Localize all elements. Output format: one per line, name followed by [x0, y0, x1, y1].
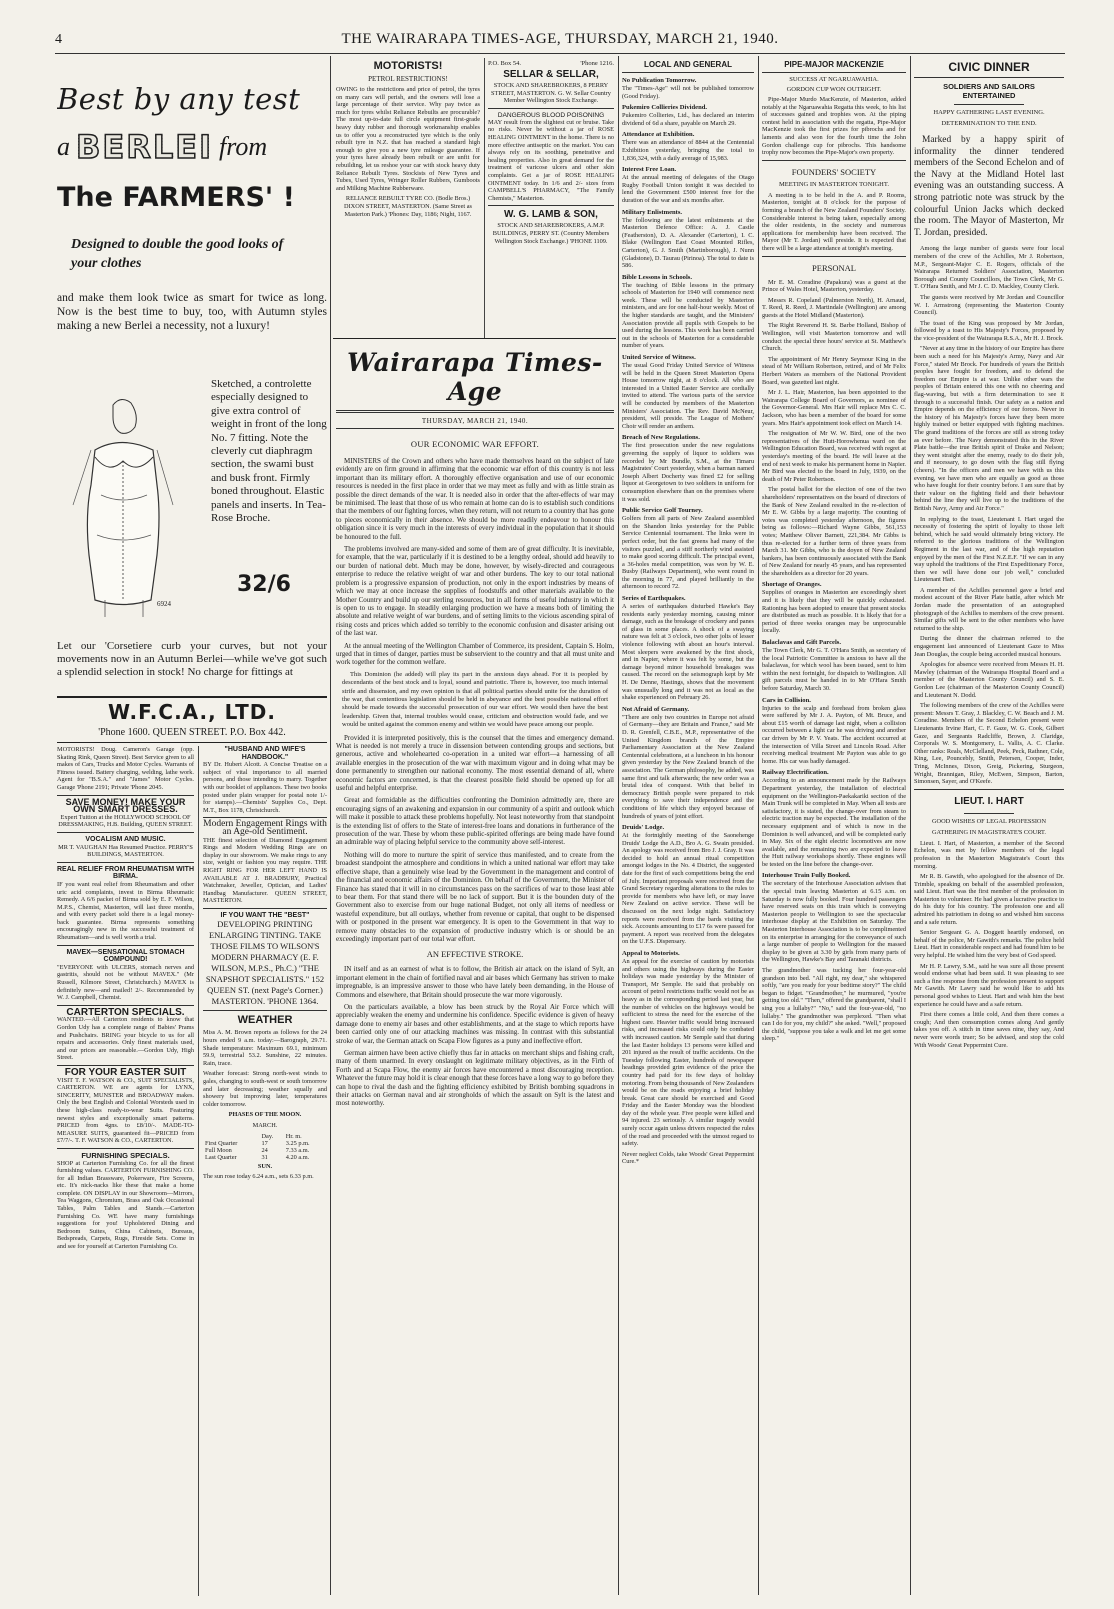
moon-row: Full Moon 24 7.33 a.m. [205, 1146, 310, 1154]
lieut-hart-sub: GATHERING IN MAGISTRATE'S COURT. [932, 828, 1046, 836]
pipe-major-sub: SUCCESS AT NGARUAWAHIA. [789, 76, 879, 83]
classified-text: Expert Tuition at the HOLLYWOOD SCHOOL OF DRESSMAKING, H.B. Building, QUEEN STREET. [58, 813, 193, 829]
editorial-paragraph: Provided it is interpreted positively, this is the counsel that the times and emergency demand. What is needed is not merely a truce in dissension between contending groups and sections, but generous, active and wholehearted co-operation in a united war effort—a harnessing of all available energies in the prosecution of the war with maximum vigour and in doing what may be done permanently to strengthen our national economy. The most essential demand of all, where economic factors are concerned, is that the clearest possible field should be opened up for all useful and helpful enterprise. [336, 733, 614, 793]
lieut-hart-sub: GOOD WISHES OF LEGAL PROFESSION [931, 817, 1047, 825]
editorial-paragraph: The problems involved are many-sided and some of them are of great difficulty. It is inevitable, for example, that the war, particularly if it is destined to be a lengthy ordeal, should add heavily to our burden of national debt. Much may be done, however, by wisely-directed and courageous enterprise to reduce the relative weight of war and other burdens. The key to our total national problem is a progressive expansion of production, not only in the export industries by means of which we may at once increase the supplies of foodstuffs and other materials available to the Mother Country and build up our sterling resources, but in all forms of useful industry in which it is open to us to engage. In steadily enlarging production we have a means both of limiting the absolute and relative weight of war burdens, and of setting limits to the vicious ascending spiral of rising costs and prices which added so terribly to the economic confusion and disaster arising out of the last war. [336, 545, 614, 638]
local-item: Pukemiro Collieries Dividend. Pukemiro Collieries, Ltd., has declared an interim dividend of 6d a share, payable on March 29. [622, 104, 754, 127]
classified-heading: MAVEX—SENSATIONAL STOMACH COMPOUND! [66, 948, 185, 964]
personal-item: Interhouse Train Fully Booked. The secretary of the Interhouse Association advises that the special train leaving Masterton at 6.15 a.m. on Saturday is now fully booked. Four hundred passengers have reserved seats on this train which is conveying Masterton people to Wellington to see the spectacular interhouse display at the Exhibition on Saturday. The Masterton Interhouse Association is to be complimented on its enterprise in arranging for the conveyance of such a large number of people to Wellington for the massed display to be given at 3.30 by girls from many parts of the Wellington, Hawke's Bay and Taranaki districts. [762, 872, 906, 964]
motorists-text: OWING to the restrictions and price of petrol, the tyres on many cars will perish, and the owners will lose a large percentage of their service. Why pay twice as much for tyres whilst Reliance Rebuilts are procurable? The most up-to-date full circle equipment first-grade heavy duty rubber and thorough workmanship enables us to offer you a reconstructed tyre which is the only rebuilt tyre in N.Z. that has reached a standard high enough to give you a new tyre mileage guarantee. If your tyres have already been rebuilt or are unfit for rebuilding, let us reshoe your car with stock heavy duty Reliance Rebuilt Tyres. Stockists of New Tyres and Tubes, Used Tyres, Wringer Roller Rubbers, Gumboots and Milking Machine Rubberware. [336, 86, 480, 192]
classified-heading: CARTERTON SPECIALS. [66, 1006, 185, 1018]
classified-text: THE finest selection of Diamond Engagement Rings and Modern Wedding Rings are on display in our showroom. We make rings to any size, weight or fashion you may require. THE RIGHT RING FOR HER LEFT HAND IS AVAILABLE AT J. BRADBURY, Practical Watchmaker, Jeweller, Optician, and Ladies' Handbag Manufacturer. QUEEN STREET, MASTERTON. [203, 836, 327, 905]
local-item: Interest Free Loan. At the annual meeting of delegates of the Otago Rugby Football Union tonight it was decided to lend the Government £500 interest free for the duration of the war and six months after. [622, 166, 754, 204]
classified-heading: SAVE MONEY! MAKE YOUR OWN SMART DRESSES. [65, 796, 186, 815]
classified-text: DEVELOPING PRINTING ENLARGING TINTING. TAKE THOSE FILMS TO WILSON'S MODERN PHARMACY (E. F. WILSON, M.P.S., Ph.C.) "THE SNAPSHOT SPECIALISTS." 152 QUEEN ST. (next Page's Corner.) MASTERTON. 'PHONE 1364. [205, 919, 325, 1007]
poison-text: MAY result from the slightest cut or bruise. Take no risks. Never be without a jar of ROSE HEALING OINTMENT in the home. There is no more effective antiseptic on the market. You can always rely on its soothing, penetrative and healing properties. Also in great demand for the treatment of varicose ulcers and other skin complaints. Get a jar of ROSE HEALING OINTMENT today. In 1/6 and 2/- sizes from CAMPBELL'S PHARMACY, "The Family Chemists," Masterton. [488, 118, 614, 202]
berlei-firm: W.F.C.A., LTD. [108, 700, 276, 724]
moon-col-header: Day. [261, 1132, 274, 1140]
civic-dinner-heading: CIVIC DINNER [948, 60, 1030, 74]
page-number: 4 [55, 32, 62, 47]
founders-sub: MEETING IN MASTERTON TONIGHT. [779, 180, 889, 188]
motorists-sub: PETROL RESTRICTIONS! [368, 75, 448, 83]
sellar-text: STOCK AND SHAREBROKERS, 8 PERRY STREET, MASTERTON. G. W. Sellar Country Member Wellington Stock Exchange. [491, 82, 611, 105]
weather-report: Miss A. M. Brown reports as follows for the 24 hours ended 9 a.m. today:—Barograph, 29.71. Shade temperature: Maximum 69.1, minimum 59.9, terrestrial 53.2. Sunshine, 22 minutes. Rain, trace. [203, 1029, 327, 1067]
column-divider [910, 56, 911, 1595]
civic-paragraph: "Never at any time in the history of our Empire has there been such a need for his Majesty's Army, Navy and Air Force," stated Mr Brock. For hundreds of years the British peoples have fought for freedom, and to defend the freedom our Empire is at war. Unlike other wars the peoples of Britain entered this one with no cheering and flag-waving, but with a firm determination to see it through to a successful finish. Our safety as a nation and Empire depends on the efficiency of our forces. Never in the history of his Majesty's forces have they been more highly trained or better equipped with fighting machines. The grand traditions of the forces are still as strong today as ever before. The Navy demonstrated this in the River Plate battle—the true British spirit of Drake and Nelson; they went straight after the enemy, ready to do their job, and if necessary, to go down with the flag still flying (cheers). "In the officers and men we have with us this evening, we have men who are equally as good as those who have fought for their country before. I am sure that by their valour on the fighting field and their behaviour behind the line they will live up to the traditions of the British Navy, Army and Air Force." [914, 345, 1064, 512]
local-item: Military Enlistments. The following are the latest enlistments at the Masterton Defence Office: A. J. Castle (Featherston), D. A. Alexander (Carterton), I. C. Blake (Wellington East Coast Mounted Rifles, Carterton), G. J. Smith (Martinborough), J. Nunn (Gladstone), D. Taurau (Pirinoa). The total to date is 586. [622, 208, 754, 270]
civic-paragraph: The guests were received by Mr Jordan and Councillor W. I. Armstrong (representing the Masterton County Council). [914, 293, 1064, 317]
civic-dinner-body [914, 245, 1064, 785]
rule [333, 338, 616, 339]
weather-heading: WEATHER [237, 1014, 293, 1027]
sun-text: The sun rose today 6.24 a.m., sets 6.33 p.m. [203, 1173, 314, 1181]
column-divider [618, 56, 619, 1595]
local-item: Attendance at Exhibition. There was an attendance of 8844 at the Centennial Exhibition yesterday, bringing the total to 1,836,324, with a daily average of 15,983. [622, 131, 754, 162]
classified-ad [57, 1006, 194, 1062]
lamb-text: STOCK AND SHAREBROKERS, A.M.P. BUILDINGS, PERRY ST. (Country Members Wellington Stock Exchange.) 'PHONE 1109. [492, 222, 610, 245]
local-item: Breach of New Regulations. The first prosecution under the new regulations governing the supply of liquor to soldiers was recorded by Mr Bundle, S.M., at the Timaru Magistrates' Court yesterday, when a barman named Joseph Albert Docherty was fined £2 for selling liquor at Georgetown to two soldiers in uniform for consumption elsewhere than on the premises where it was sold. [622, 434, 754, 503]
classified-ad [57, 746, 194, 792]
editorial-paragraph: On the particulars available, a blow has been struck by the Royal Air Force which will appreciably weaken the enemy and undermine his confidence. Specific evidence is given of heavy damage done to enemy air bases and other establishments, and at the stage to which reports have been carried only one of our attacking machines was missing. In contrast with this substantial stroke of war, the German attack on Scapa Flow figures as a puny and ineffective effort. [336, 1002, 614, 1045]
moon-row: First Quarter 17 3.25 p.m. [205, 1139, 310, 1147]
moon-col-header: Hr. m. [285, 1132, 302, 1140]
news-column-4 [762, 60, 906, 1606]
editorial-body [336, 457, 614, 943]
classified-text: MR T. VAUGHAN Has Resumed Practice. PERRY'S BUILDINGS, MASTERTON. [58, 843, 193, 859]
news-column-5 [914, 60, 1064, 1606]
sellar-header [488, 60, 614, 67]
civic-dinner-sub: DETERMINATION TO THE END. [941, 120, 1037, 127]
editorial-paragraph: IN itself and as an earnest of what is to follow, the British air attack on the island of Sylt, an important element in the chain of fortified naval and air bases which Germany has striven to make impregnable, is an impressive answer to those who have lately been demanding, in the House of Commons and elsewhere, that Britain should prosecute the war more vigorously. [336, 965, 614, 999]
classified-heading: "HUSBAND AND WIFE'S HANDBOOK." [224, 746, 306, 761]
classified-text: BY Dr. Hubert Alcott. A Concise Treatise on a subject of vital importance to all married persons, and those intending to marry. Together with our booklet of appliances. These two books posted under plain wrapper for postal note 1/- for stamps).—Chemists' Supplies Co., Dept. M.T., Box 1178, Christchurch. [203, 761, 327, 814]
motorists-firm: RELIANCE REBUILT TYRE CO. (Bodle Bros.) DIXON STREET, MASTERTON. (Same Street as Masterton Park.) 'Phones: Day, 1186; Night, 1167. [344, 195, 472, 218]
berlei-footer [57, 700, 327, 740]
personal-paragraph: Mr J. L. Hair, Masterton, has been appointed to the Wairarapa College Board of Governors, as nominee of the Governor-General. Mrs Hair will replace Mrs C. C. Jackson, who has been a member of the board for some years. Mrs Hair's appointment took effect on March 14. [762, 389, 906, 427]
classified-ad [57, 796, 194, 829]
civic-dinner-lead: Marked by a happy spirit of informality the dinner tendered members of the Second Echelon and of the Navy at the Midland Hotel last evening was an outstanding success. A strong patriotic note was struck by the colourful Union Jacks which decked the room. The Mayor of Masterton, Mr T. Jordan, presided. [914, 135, 1064, 238]
classified-ad [57, 949, 194, 1002]
civic-paragraph: A member of the Achilles personnel gave a brief and modest account of the River Plate battle, after which Mr Jordan made the presentation of an autographed photograph of the Achilles to members of the crew present. Similar gifts will be sent to the other members who have returned to the ship. [914, 586, 1064, 632]
classified-ad [57, 1066, 194, 1145]
lieut-hart-heading: LIEUT. I. HART [954, 795, 1024, 807]
berlei-body: and make them look twice as smart for twice as long. Now is the best time to buy, too, with Autumn styles making a new Berlei a necessity, not a luxury! [57, 292, 327, 332]
classifieds-left [57, 746, 194, 1601]
moon-heading: PHASES OF THE MOON. [228, 1111, 302, 1119]
local-general [622, 60, 754, 1606]
weather-section [203, 1014, 327, 1180]
civic-paragraph: Apologies for absence were received from Messrs H. H. Mawley (chairman of the Wairarapa Hospital Board and a member of the Masterton County Council) and S. E. Gordon Lee (chairman of the Masterton County Council) and Lieutenant N. Dodd. [914, 661, 1064, 699]
sellar-name: SELLAR & SELLAR, [503, 69, 599, 80]
classified-text: MOTORISTS! Doug. Cameron's Garage (opp. Skating Rink, Queen Street). Best Service given to all makes of Cars, Trucks and Motor Cycles. Warrants of Fitness issued. Battery charging, welding, lathe work. Agent for "B.S.A." and "James" Motor Cycles. Garage 'Phone 2191; Private 'Phone 2045. [57, 746, 194, 791]
civic-paragraph: During the dinner the chairman referred to the engagement last announced of Lieutenant Gaze to Miss Jean Douglas, the couple being accorded musical honours. [914, 635, 1064, 658]
personal-paragraph: The postal ballot for the election of one of the two shareholders' representatives on the board of directors of the Bank of New Zealand resulted in the re-election of Mr E. W. Gibbs by a large majority. The counting of votes was completed yesterday afternoon, the figures being as follows:—Richard Wayne Gibbs, 561,153 votes; Matthew Oliver Barnett, 221,384. Mr Gibbs is thus re-elected for a further term of three years from March 31. Mr Gibbs, who is the doyen of New Zealand bankers, has been continuously associated with the Bank of New Zealand for nearly 45 years, and has represented the shareholders as a director for 20 years. [762, 486, 906, 577]
brokers-column [488, 60, 614, 338]
local-item: No Publication Tomorrow. The "Times-Age" will not be published tomorrow (Good Friday). [622, 77, 754, 100]
editorial-paragraph: This Dominion (he added) will play its part in the anxious days ahead. For it is peopled by descendants of the best stock and is loyal, sound and patriotic. There is, however, too much internal strife and dissension, and my own opinion is that all political parties should unite for the duration of the war, that contentious legislation should be held in abeyance and the best possible national effort should be made towards the successful prosecution of our war effort. We would then have the best leadership. Given that, internal troubles would cease, criticism and obstruction would fade, and we would be united against the common enemy and within we would have peace among our people. [342, 670, 608, 729]
civic-paragraph: The following members of the crew of the Achilles were present: Messrs T. Gray, J. Blackley, C. W. Beach and J. M. Coradine. Members of the Second Echelon present were Lieutenants Irvine Hart, C. F. Gaze, W. G. Cook, Gilbert Gaze, and Sergeants Radcliffe, Brown, J. Claridge, Corporals W. S. Montgomery, L. Vallis, A. C. Clarke. Other ranks: Reals, McClelland, Peek, Peck, Rathner, Cole, King, Lee, Pouncebly, Smith, Petersen, Cooper, Inder, Tring, McInnes, Dixon, Greig, Pickering, Sturgeon, Wright, Brannigan, Riley, McEwen, Simpson, Barton, Simonsen, Sayer, and O'Keefe. [914, 702, 1064, 786]
editorial-heading: OUR ECONOMIC WAR EFFORT. [410, 439, 540, 449]
personal-item: The grandmother was tucking her four-year-old grandson into bed. "All right, my dear," she whispered softly, "are you ready for your bedtime story?" The child began to fidget. "Grandmother," he murmured, "you're getting too old." "Then," offered the grandparent, "shall I sing you a lullaby?" "No," said the four-year-old, "no lullaby." The grandmother was perplexed. "Then what can I do for you, my child?" she asked. "Well," proposed the child, "suppose you take a walk and let me get some sleep." [762, 967, 906, 1043]
lieut-hart-paragraph: Mr H. P. Lawry, S.M., said he was sure all those present would endorse what had been said. It was pleasing to see such a fine response from the profession present to support Mr Gawith. Mr Lawry said he would like to add his personal good wishes to Lieut. Hart and wish him the best experience he could have and a safe return. [914, 962, 1064, 1008]
weather-forecast: Weather forecast: Strong north-west winds to gales, changing to south-west or south tomorrow and later decreasing; weather squally and showery but improving later, temperatures colder tomorrow. [203, 1070, 327, 1108]
editorial-body-2 [336, 965, 614, 1108]
classified-text: VISIT T. F. WATSON & CO., SUIT SPECIALISTS, CARTERTON. WE are agents for LYNX, SINCERITY, MUNSTER and BROADWAY makes. Only the best English and Colonial Worsteds used in these high-class ready-to-wear Suits. Featuring newest styles and exceptionally smart patterns. PRICED from 4gns. to £8/10/-. MADE-TO-MEASURE SUITS, guaranteed fit—PRICED from £7/7/-. T. F. WATSON & CO., CARTERTON. [57, 1076, 194, 1145]
berlei-contact: 'Phone 1600. QUEEN STREET. P.O. Box 442. [98, 727, 286, 738]
editorial-paragraph: Great and formidable as the difficulties confronting the Dominion admittedly are, there are encouraging signs of an awakening and expansion in our community of a spirit and outlook which will make it possible to attack these problems hopefully. Not least noteworthy from that standpoint is the extending list of offers to the State of interest-free loans and donations in furtherance of the prosecution of the war. These by whom these public-spirited offerings are being made have found an admirable way of placing helpful service to the community above self-interest. [336, 796, 614, 847]
berlei-brand-line [57, 128, 327, 166]
editorial-paragraph: German airmen have been active chiefly thus far in attacks on merchant ships and fishing craft, many of them unarmed. In every onslaught on legitimate military objectives, as in the Firth of Forth and at Scapa Flow, the enemy air forces have encountered a most discouraging reception. Whatever the future may hold it is clear enough that these forces have a long way to go before they can hope to rival the dash and the fighting efficiency exhibited by British bombing squadrons in their attacks on German naval and air strongholds of which the assault on Sylt is the latest and most noteworthy. [336, 1049, 614, 1108]
local-item: Series of Earthquakes. A series of earthquakes disturbed Hawke's Bay residents early yesterday morning, causing minor damage, such as the breakage of crockery and panes of glass in some places. A shock of a swaying nature was felt at 3 o'clock, two other jolts of lesser violence following with about an hour's interval. Most sleepers were awakened by the first shock, and in Napier, where it was felt by some, but the damage beyond minor household breakages was caused. The record on the seismograph kept by Mr H. De Denne, Hastings, shows that the movement was unusually long and it was not as local as the shake experienced on February 26. [622, 595, 754, 702]
berlei-closing: Let our 'Corsetiere curb your curves, but not your movements now in an Autumn Berlei—while we've got such a splendid selection in stock! No charge for fittings at [57, 640, 327, 679]
classified-text: SHOP at Carterton Furnishing Co. for all the finest furnishing values. CARTERTON FURNISHING CO. for all Indian Brassware, Pokerware, Fire Screens, etc. It's nick-nacks like these that make a home complete. ON DISPLAY in our Showroom—Mirrors, Tea Waggons, Chromium, Brass and Oak Occasional Tables, Palm Tables and Stands.—Carterton Furnishing Co. WE have many furnishings suggestions for you! Upholstered Dining and Bedroom Suites, China Cabinets, Bureaus, Bedspreads, Carpets, Rugs, Fireside Sets. Come in and see for yourself at Carterton Furnishing Co. [57, 1159, 194, 1251]
editorial [336, 344, 614, 1606]
local-item: Public Service Golf Tourney. Golfers from all parts of New Zealand assembled on the Shandon links yesterday for the Public Service Centennial tournament. The links were in perfect order, but the fast greens had many of the visitors puzzled, and a stiff northerly wind assisted to make good scoring difficult. The principal event, a 36-holes medal competition, was won by W. E. Busby (Railways Department), who went round in the morning in 77, and played brilliantly in the afternoon to record 72. [622, 507, 754, 591]
founders-text: A meeting is to be held in the A. and P. Rooms, Masterton, tonight at 8 o'clock for the purpose of forming a branch of the New Zealand Founders' Society. Considerable interest is being taken, especially among the older residents, in the society and numerous applications for membership have been received. The Mayor (Mr T. Jordan) will preside. It is expected that there will be a large attendance at tonight's meeting. [762, 191, 906, 252]
classified-heading: IF YOU WANT THE "BEST" [220, 911, 310, 919]
berlei-price: 32/6 [237, 572, 291, 597]
editorial-paragraph: At the annual meeting of the Wellington Chamber of Commerce, its president, Captain S. Holm, urged that in times of danger, parties must be subservient to the country and that all must unite and work together for the common welfare. [336, 641, 614, 667]
motorists-heading: MOTORISTS! [373, 60, 443, 72]
classified-ad [57, 1152, 194, 1251]
local-item: United Service of Witness. The usual Good Friday United Service of Witness will be held in the Queen Street Masterton Opera House tomorrow night, at 8 o'clock. All who are interested in a United Easter Service are cordially invited to attend. The various parts of the service will be conducted by members of the Masterton Ministers' Association. The Rev. David McNeur, president, will preside. The League of Mothers' Choir will render an anthem. [622, 354, 754, 430]
sellar-po: P.O. Box 54. [488, 60, 522, 67]
classified-text: WANTED.—All Carterton residents to know that Gordon Udy has a complete range of Babies' Prams and Pushchairs. BRING your bicycle to us for all repairs and accessories. Only finest materials used, and our prices are reasonable.—Gordon Udy, High Street. [57, 1016, 194, 1062]
editorial-heading-2: AN EFFECTIVE STROKE. [426, 949, 524, 960]
berlei-sketch-text: Sketched, a controlette especially designed to give extra control of weight in front of the long No. 7 fitting. Note the cleverly cut diaphragm section, the swami bust and busk front. Firmly boned throughout. Elastic panels and inserts. In Tea-Rose Broche. [211, 378, 327, 525]
column-divider [330, 56, 331, 1595]
personal-paragraph: The resignation of Mr W. W. Bird, one of the two representatives of the Hutt-Horowhenua ward on the Wellington Education Board, was received with regret at yesterday's meeting of the board. He will leave at the end of next week to make his permanent home in Napier. Mr Bird was elected to the board in July, 1939, on the death of Mr Peter Robertson. [762, 430, 906, 483]
personal-paragraph: Messrs R. Copeland (Palmerston North), H. Arnaud, T. Reed, R. Reed, J. Martindale (Wellington) are among guests at the Hotel Midland (Masterton). [762, 296, 906, 319]
lieut-hart-body [914, 840, 1064, 1049]
corset-sketch [61, 395, 189, 620]
classified-ad [57, 866, 194, 942]
lieut-hart-paragraph: Mr R. B. Gawith, who apologised for the absence of Dr. Trimble, speaking on behalf of the assembled profession, said Lieut. Hart was the first member of the profession in Masterton to volunteer. He had given a lucrative practice to do his duty for his country. The profession one and all admired his patriotism in doing so and wished him success and a safe return. [914, 873, 1064, 926]
lieut-hart-paragraph: Senior Sergeant G. A. Doggett heartily endorsed, on behalf of the police, Mr Gawith's remarks. The police held Lieut. Hart in considerable respect and had found him to be very helpful. He wished him the very best of God speed. [914, 929, 1064, 960]
berlei-tagline: Designed to double the good looks of your clothes [71, 237, 284, 271]
editorial-paragraph: MINISTERS of the Crown and others who have made themselves heard on the subject of late evidently are on firm ground in affirming that the economic war effort of this country is not less important than its military effort. A thoroughly effective organisation and use of our economic resources is needed in the first place in order that we may meet as fully and with as little strain as possible the direct demands of the war. It is needed also in order that the after-effects of war may be minimised. The least that those of us who remain at home can do is to establish such conditions that the members of our fighting forces, when they return, will not return to a country that has gone to pieces economically in their absence. We should be more readily endeavour to honour this obligation since it is very much in the interests of every individual in the population that it should be honoured to the full. [336, 457, 614, 541]
civic-dinner-sub: SOLDIERS AND SAILORS ENTERTAINED [943, 82, 1035, 100]
local-item: Not Afraid of Germany. "There are only two countries in Europe not afraid of Germany—they are Britain and France," said Mr D. R. Grenfell, C.B.E., M.P., representative of the United Kingdom branch of the Empire Parliamentary Association at the New Zealand Centennial celebrations, at a luncheon in his honour given yesterday by the New Zealand branch of the association. The German philosophy, he added, was same first and talk afterwards; the new order was a brutal idea of conquest. With that belief in democracy British people were prepared to risk everything to save their independence and the conditions of life which they enjoyed because of hundreds of years of joint effort. [622, 705, 754, 820]
masthead [55, 30, 1065, 52]
local-item: Druids' Lodge. At the fortnightly meeting of the Saonehenge Druids' Lodge the A.D., Bro A. G. Swain presided. An apology was received from Bro J. J. Gray. It was decided to hold an annual ritual competition amongst lodges in the No. 4 District, the suggested date for the first of such competitions being the end of July. Important proposals were received from the Grand Secretary regarding alterations to the rules to provide for members who have left, or may leave New Zealand on active service. These will be discussed on the next lodge night. Satisfactory reports were received from the bards visiting the sick. Accounts amounting to £17 6s were passed for payment. A report was received from the delegates on the U.F.S. Dispensary. [622, 824, 754, 946]
lieut-hart-paragraph: First there comes a little cold, And then there comes a cough; And then consumption comes along And gently takes you off. A stitch in time saves nine, they say, And never were words truer; So be advised, and stop the cold With Woods' Great Peppermint Cure. [914, 1011, 1064, 1049]
berlei-script-from: from [219, 132, 268, 161]
moon-row: Last Quarter 31 4.20 a.m. [205, 1153, 310, 1161]
classifieds-right [203, 746, 327, 1601]
poison-heading: DANGEROUS BLOOD POISONING [497, 111, 605, 119]
local-item: Never neglect Colds, take Woods' Great Peppermint Cure.* [622, 1150, 754, 1166]
classified-heading: FOR YOUR EASTER SUIT [64, 1066, 187, 1078]
masthead-title: THE WAIRARAPA TIMES-AGE, THURSDAY, MARCH 21, 1940. [341, 31, 779, 47]
berlei-ad [57, 60, 327, 698]
column-divider [758, 56, 759, 1595]
berlei-script-line: Best by any test [57, 82, 301, 116]
personal-heading: PERSONAL [812, 262, 856, 273]
classified-heading: VOCALISM AND MUSIC. [85, 835, 166, 843]
classified-ad [203, 821, 327, 905]
personal-paragraph: The Right Reverend H. St. Barbe Holland, Bishop of Wellington, will visit Masterton tomorrow and will conduct the special three hours' service at St. Matthew's Church. [762, 322, 906, 353]
rule [57, 742, 327, 743]
column-divider [484, 58, 485, 338]
moon-table [203, 1133, 327, 1161]
civic-dinner-sub: HAPPY GATHERING LAST EVENING. [933, 109, 1045, 116]
masthead-rule [55, 53, 1065, 54]
personal-paragraph: The appointment of Mr Henry Seymour King in the stead of Mr William Robertson, retired, and of Mr Felix Herbert Waters as members of the National Provident Board, was gazetted last night. [762, 355, 906, 386]
moon-month: MARCH. [252, 1122, 278, 1129]
classified-ad [57, 836, 194, 859]
classified-text: "EVERYONE with ULCERS, stomach nerves and gastritis, should not be without MAVEX." (Mr Russell, Kilmore Street, Christchurch.) MAVEX is definitely new—and mailed! 2/-. Recommended by W. J. Campbell, Chemist. [57, 963, 194, 1002]
classified-ad [203, 746, 327, 814]
editorial-date: THURSDAY, MARCH 21, 1940. [421, 417, 529, 425]
civic-paragraph: In replying to the toast, Lieutenant I. Hart urged the necessity of fostering the spirit of loyalty to those left behind, which he said would ultimately bring victory. He referred to the glorious traditions of the Wellington Regiment in the last war, and of the high reputation enjoyed by the men of the First N.Z.E.F. "If we can in any way uphold the traditions of the First Expeditionary Force, then we will have done our job well," concluded Lieutenant Hart. [914, 515, 1064, 584]
founders-heading: FOUNDERS' SOCIETY [791, 166, 877, 177]
classified-heading: Modern Engagement Rings with an Age-old Sentiment. [203, 819, 327, 837]
personal-item: Balaclavas and Gift Parcels. The Town Clerk, Mr G. T. O'Hara Smith, as secretary of the local Patriotic Committee is anxious to have all the balaclavas, for which wool has been issued, sent to him within the next fortnight, for dispatch to Wellington. All gift parcels must be handed in to Mr O'Hara Smith before Saturday, March 30. [762, 639, 906, 692]
classified-heading: FURNISHING SPECIALS. [81, 1150, 170, 1160]
local-item: Bible Lessons in Schools. The teaching of Bible lessons in the primary schools of Masterton for 1940 will commence next week. These will be conducted by Masterton ministers, and are for one half-hour weekly. Most of the higher standards are taught, and the Ministers' Association provide all pupils with Gospels to be used during the lessons. This work has been carried out in the schools of Masterton for a considerable number of years. [622, 273, 754, 350]
classified-ad [203, 912, 327, 1008]
civic-paragraph: The toast of the King was proposed by Mr Jordan, followed by a toast to His Majesty's Forces, proposed by the vice-president of the Wairarapa R.S.A., Mr H. J. Brock. [914, 319, 1064, 342]
column-divider [198, 746, 199, 1596]
lamb-name: W. G. LAMB & SON, [504, 209, 598, 221]
pipe-major-sub: GORDON CUP WON OUTRIGHT. [786, 86, 882, 93]
model-number: 6924 [157, 600, 171, 608]
motorists-ad [336, 60, 480, 332]
nameplate: Wairarapa Times-Age [347, 348, 603, 406]
pipe-major-heading: PIPE-MAJOR MACKENZIE [784, 60, 884, 69]
pipe-major-text: Pipe-Major Murdo MacKenzie, of Masterton, added notably at the Ngaruawahia Regatta this week, to his list of successes gained and trophies won. At the piping contest held in association with the regatta, Pipe-Major MacKenzie took the first prizes for pibrochs and for laments and also won for the fourth time the John Gordon challenge cup for pibrochs. This handsome trophy now becomes the Pipe-Major's own property. [762, 96, 906, 157]
local-item: Appeal to Motorists. An appeal for the exercise of caution by motorists and others using the highways during the Easter holidays was made yesterday by the Minister of Transport, Mr Semple. He said that probably on account of petrol restrictions traffic would not be as heavy as in the corresponding period last year, but the number of vehicles on the highways would be sufficient to stress the need for the exercise of the highest care. Heavier traffic would bring increased risks, and increased risks could only be combated with increased caution. Mr Semple said that during the last Easter holidays 13 persons were killed and 201 injured as the result of traffic accidents. On the Tuesday following Easter, hundreds of newspaper headings provided grim evidence of the price the country had paid for its few days of holiday motoring. From being thousands of New Zealanders would be on the roads enjoying a brief holiday break. Great care should be exercised and Good Friday and the Easter Monday was the bloodiest day of the whole year. Five people were killed and 94 injured. 23 seriously. A similar tragedy would surely occur again unless drivers respected the rules of the road and proceeded with the utmost regard to safety. [622, 950, 754, 1148]
classified-heading: REAL RELIEF FROM RHEUMATISM WITH BIRMA. [57, 865, 194, 881]
civic-paragraph: Among the large number of guests were four local members of the crew of the Achilles, Mr J. Robertson, M.P., Sergeant-Major C. E. Rogers, officials of the Wairarapa Returned Soldiers' Association, Masterton Borough and County Councillors, the Town Clerk, Mr G. T. O'Hara Smith, and Mr J. C. D. Mackley, County Clerk. [914, 245, 1064, 291]
classified-text: IF you want real relief from Rheumatism and other uric acid complaints, invest in Birma Rheumatic Remedy. A 6/6 packet of Birma sold by E. F. Wilson, M.P.S., Chemist, Masterton, will last three months, and with every packet sold there is a legal money-back guarantee. Birma represents something encouragingly new in the successful treatment of Rheumatism—and is well worth a trial. [57, 880, 194, 942]
personal-item: Cars in Collision. Injuries to the scalp and forehead from broken glass were suffered by Mr J. A. Payton, of Mt. Bruce, and about £15 worth of damage last night, when a collision occurred between a light car he was driving and another car driven by Mr P. V. Yeats. The accident occurred at the intersection of Villa Street and Lincoln Road. After receiving medical treatment Mr Payton was able to go home. His car was badly damaged. [762, 696, 906, 765]
berlei-brand: BERLEI [76, 128, 214, 166]
personal-item: Railway Electrification. According to an announcement made by the Railways Department yesterday, the installation of electrical equipment on the Wellington-Paekakariki section of the Main Trunk will be completed in May. When all tests are satisfactory, it is stated, the change-over from steam to electric traction may be expected. The installation of the necessary equipment and of which is now in the Dominion is well advanced, and will be completed early in May. Six of the eight electric locomotives are now available, and the remaining two are expected to leave the Hutt railway workshops shortly. These engines will be tested on the line before the change-over. [762, 769, 906, 868]
local-general-heading: LOCAL AND GENERAL [644, 60, 732, 69]
berlei-store: The FARMERS' ! [57, 182, 295, 213]
lieut-hart-paragraph: Lieut. I. Hart, of Masterton, a member of the Second Echelon, was met by fellow members of the legal profession in the Masterton Magistrate's Court this morning. [914, 839, 1064, 870]
personal-body [762, 279, 906, 578]
berlei-script-a: a [57, 132, 70, 161]
personal-item: Shortage of Oranges. Supplies of oranges in Masterton are exceedingly short and it is likely that they will be quickly exhausted. Rationing has been adopted to ensure that present stocks are distributed as much as possible. It is likely that for a period of three weeks oranges may be unprocurable locally. [762, 581, 906, 635]
sun-heading: SUN. [257, 1162, 273, 1170]
personal-paragraph: Mr E. M. Coradine (Papakura) was a guest at the Prince of Wales Hotel, Masterton, yesterday. [762, 278, 906, 294]
editorial-paragraph: Nothing will do more to nurture the spirit of service thus manifested, and to create from the broadest standpoint the atmosphere and conditions in which a united national war effort may take effective shape, than a genuinely wise lead by the Government in the management and control of the financial and economic affairs of the Dominion. On behalf of the Government, the Minister of Finance has stated that it will in no circumstances pass on the sacrifices of war to those least able to bear them. For that stand there will be no lack of support. But it is the bounden duty of the Government also to exercise from our huge national Budget, not only all items of needless or wasteful expenditure, but all outlays, whether from revenue or capital, that ought to be dispensed with or postponed in the present war emergency. It is open to the Government in that way to remove many obstacles to the expansion of productive industry which is or should be an exceedingly important part of our total war effort. [336, 850, 614, 943]
sellar-phone: 'Phone 1216. [580, 60, 614, 67]
